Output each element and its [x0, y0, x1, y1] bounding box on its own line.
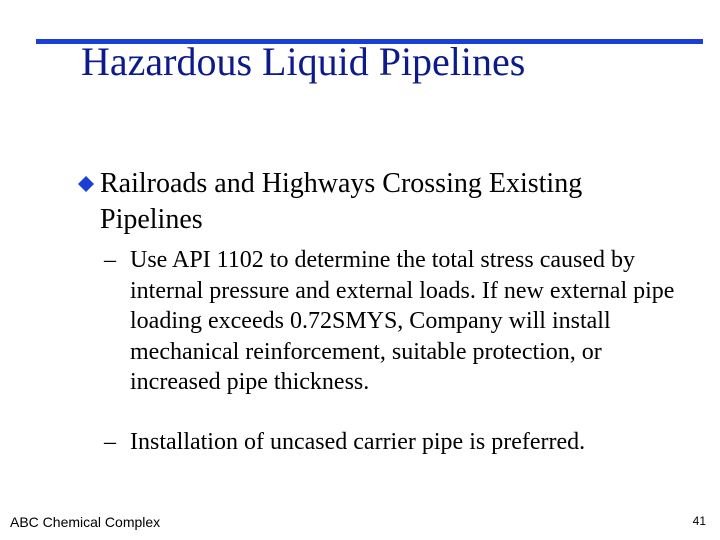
page-number: 41: [692, 514, 706, 528]
diamond-bullet-icon: [78, 176, 94, 192]
main-bullet-text: Railroads and Highways Crossing Existing Pipelines: [100, 168, 583, 235]
sub-bullet: [104, 245, 694, 398]
sub-bullet-dash: –: [104, 429, 116, 455]
sub-bullet-text: Use API 1102 to determine the total stress caused by internal pressure and external loads. If new external pipe loading exceeds 0.72SMYS, Company will install mechanical reinforcement, suitable protection, or increased pipe thickness.: [130, 247, 675, 395]
slide-title: Hazardous Liquid Pipelines: [81, 39, 526, 84]
sub-bullet: [104, 427, 694, 458]
sub-bullet-dash: –: [104, 247, 116, 273]
footer-company: ABC Chemical Complex: [10, 514, 161, 530]
sub-bullet-text: Installation of uncased carrier pipe is preferred.: [130, 429, 586, 455]
